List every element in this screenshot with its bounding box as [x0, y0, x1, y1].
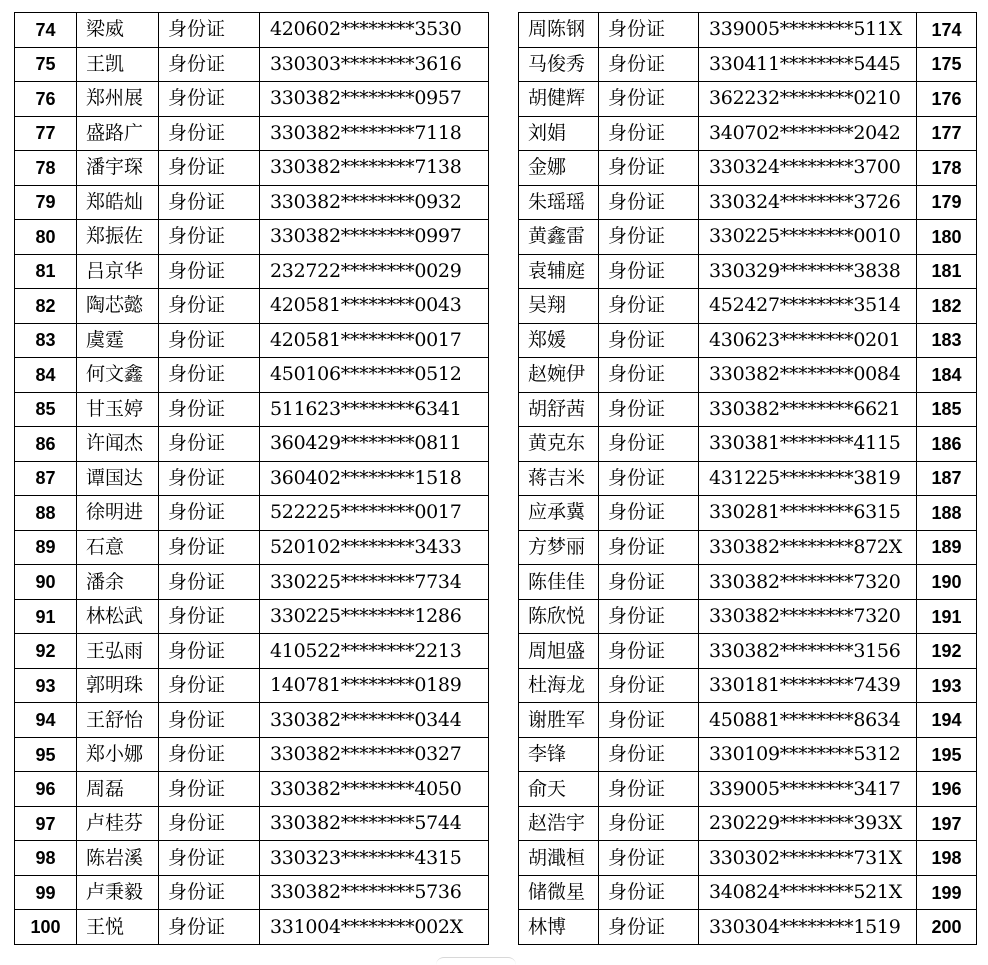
id-number-cell-right: 330302********731X — [699, 841, 917, 876]
table-row — [15, 220, 977, 255]
table-row — [15, 47, 977, 82]
id-type-cell-left: 身份证 — [159, 565, 260, 600]
table-row — [15, 910, 977, 945]
name-cell-left: 盛路广 — [77, 116, 159, 151]
id-number-cell-left: 522225********0017 — [260, 496, 489, 531]
name-cell-right: 胡健辉 — [519, 82, 599, 117]
name-cell-left: 郑小娜 — [77, 737, 159, 772]
table-row — [15, 358, 977, 393]
id-type-cell-left: 身份证 — [159, 47, 260, 82]
id-type-cell-left: 身份证 — [159, 737, 260, 772]
column-gap — [489, 841, 519, 876]
table-row — [15, 185, 977, 220]
id-number-cell-left: 330382********5736 — [260, 875, 489, 910]
id-type-cell-left: 身份证 — [159, 910, 260, 945]
column-gap — [489, 530, 519, 565]
id-number-cell-left: 330225********1286 — [260, 599, 489, 634]
row-number-left: 81 — [15, 254, 77, 289]
row-number-left: 91 — [15, 599, 77, 634]
table-row — [15, 496, 977, 531]
id-type-cell-right: 身份证 — [599, 599, 699, 634]
name-cell-right: 应承冀 — [519, 496, 599, 531]
id-type-cell-left: 身份证 — [159, 323, 260, 358]
id-number-cell-left: 330382********0997 — [260, 220, 489, 255]
row-number-right: 188 — [917, 496, 977, 531]
column-gap — [489, 875, 519, 910]
id-number-cell-right: 431225********3819 — [699, 461, 917, 496]
id-number-cell-left: 420581********0043 — [260, 289, 489, 324]
row-number-right: 198 — [917, 841, 977, 876]
name-cell-right: 袁辅庭 — [519, 254, 599, 289]
column-gap — [489, 910, 519, 945]
id-type-cell-right: 身份证 — [599, 220, 699, 255]
column-gap — [489, 47, 519, 82]
id-number-cell-left: 330382********0932 — [260, 185, 489, 220]
row-number-right: 190 — [917, 565, 977, 600]
row-number-left: 84 — [15, 358, 77, 393]
table-body — [15, 13, 977, 945]
row-number-left: 88 — [15, 496, 77, 531]
name-cell-right: 蒋吉米 — [519, 461, 599, 496]
name-cell-left: 周磊 — [77, 772, 159, 807]
id-type-cell-left: 身份证 — [159, 875, 260, 910]
id-number-cell-left: 330382********7118 — [260, 116, 489, 151]
name-cell-right: 方梦丽 — [519, 530, 599, 565]
table-row — [15, 116, 977, 151]
row-number-right: 197 — [917, 806, 977, 841]
id-number-cell-left: 232722********0029 — [260, 254, 489, 289]
id-type-cell-left: 身份证 — [159, 427, 260, 462]
row-number-left: 86 — [15, 427, 77, 462]
name-cell-left: 林松武 — [77, 599, 159, 634]
name-cell-left: 陈岩溪 — [77, 841, 159, 876]
row-number-right: 196 — [917, 772, 977, 807]
row-number-left: 76 — [15, 82, 77, 117]
column-gap — [489, 254, 519, 289]
table-row — [15, 703, 977, 738]
registration-table — [14, 12, 977, 945]
id-number-cell-left: 140781********0189 — [260, 668, 489, 703]
id-number-cell-left: 360402********1518 — [260, 461, 489, 496]
column-gap — [489, 772, 519, 807]
row-number-right: 182 — [917, 289, 977, 324]
table-row — [15, 82, 977, 117]
name-cell-left: 何文鑫 — [77, 358, 159, 393]
column-gap — [489, 289, 519, 324]
column-gap — [489, 703, 519, 738]
id-number-cell-right: 452427********3514 — [699, 289, 917, 324]
row-number-left: 74 — [15, 13, 77, 48]
id-number-cell-right: 339005********3417 — [699, 772, 917, 807]
id-number-cell-right: 340824********521X — [699, 875, 917, 910]
id-type-cell-right: 身份证 — [599, 82, 699, 117]
id-number-cell-left: 450106********0512 — [260, 358, 489, 393]
row-number-left: 98 — [15, 841, 77, 876]
id-number-cell-right: 230229********393X — [699, 806, 917, 841]
name-cell-right: 金娜 — [519, 151, 599, 186]
row-number-left: 79 — [15, 185, 77, 220]
name-cell-left: 郑皓灿 — [77, 185, 159, 220]
id-type-cell-left: 身份证 — [159, 82, 260, 117]
row-number-left: 95 — [15, 737, 77, 772]
row-number-left: 100 — [15, 910, 77, 945]
row-number-right: 195 — [917, 737, 977, 772]
id-type-cell-right: 身份证 — [599, 254, 699, 289]
id-type-cell-right: 身份证 — [599, 427, 699, 462]
id-type-cell-right: 身份证 — [599, 289, 699, 324]
id-type-cell-right: 身份证 — [599, 565, 699, 600]
id-type-cell-left: 身份证 — [159, 151, 260, 186]
name-cell-right: 郑媛 — [519, 323, 599, 358]
name-cell-right: 黄克东 — [519, 427, 599, 462]
row-number-right: 192 — [917, 634, 977, 669]
id-type-cell-right: 身份证 — [599, 737, 699, 772]
id-type-cell-left: 身份证 — [159, 358, 260, 393]
id-type-cell-right: 身份证 — [599, 703, 699, 738]
row-number-left: 82 — [15, 289, 77, 324]
row-number-left: 92 — [15, 634, 77, 669]
id-number-cell-right: 330382********7320 — [699, 565, 917, 600]
id-number-cell-left: 360429********0811 — [260, 427, 489, 462]
column-gap — [489, 82, 519, 117]
name-cell-left: 吕京华 — [77, 254, 159, 289]
name-cell-right: 马俊秀 — [519, 47, 599, 82]
table-row — [15, 427, 977, 462]
row-number-right: 199 — [917, 875, 977, 910]
row-number-right: 183 — [917, 323, 977, 358]
id-number-cell-right: 330181********7439 — [699, 668, 917, 703]
id-type-cell-left: 身份证 — [159, 461, 260, 496]
row-number-left: 90 — [15, 565, 77, 600]
name-cell-right: 林博 — [519, 910, 599, 945]
row-number-right: 191 — [917, 599, 977, 634]
row-number-left: 83 — [15, 323, 77, 358]
id-type-cell-left: 身份证 — [159, 185, 260, 220]
column-gap — [489, 806, 519, 841]
row-number-left: 85 — [15, 392, 77, 427]
row-number-right: 177 — [917, 116, 977, 151]
table-row — [15, 13, 977, 48]
row-number-right: 193 — [917, 668, 977, 703]
id-type-cell-right: 身份证 — [599, 185, 699, 220]
table-row — [15, 530, 977, 565]
id-type-cell-right: 身份证 — [599, 668, 699, 703]
id-type-cell-right: 身份证 — [599, 772, 699, 807]
id-number-cell-left: 420602********3530 — [260, 13, 489, 48]
column-gap — [489, 151, 519, 186]
row-number-right: 184 — [917, 358, 977, 393]
id-number-cell-right: 362232********0210 — [699, 82, 917, 117]
id-number-cell-left: 330323********4315 — [260, 841, 489, 876]
table-row — [15, 668, 977, 703]
name-cell-left: 潘宇琛 — [77, 151, 159, 186]
id-type-cell-right: 身份证 — [599, 634, 699, 669]
id-number-cell-left: 330382********5744 — [260, 806, 489, 841]
row-number-right: 181 — [917, 254, 977, 289]
table-row — [15, 737, 977, 772]
id-number-cell-right: 330381********4115 — [699, 427, 917, 462]
column-gap — [489, 565, 519, 600]
id-number-cell-left: 331004********002X — [260, 910, 489, 945]
id-number-cell-left: 420581********0017 — [260, 323, 489, 358]
table-row — [15, 841, 977, 876]
id-type-cell-left: 身份证 — [159, 13, 260, 48]
id-number-cell-left: 520102********3433 — [260, 530, 489, 565]
name-cell-right: 周陈钢 — [519, 13, 599, 48]
name-cell-right: 胡濈桓 — [519, 841, 599, 876]
name-cell-right: 刘娟 — [519, 116, 599, 151]
name-cell-right: 黄鑫雷 — [519, 220, 599, 255]
column-gap — [489, 496, 519, 531]
id-type-cell-left: 身份证 — [159, 841, 260, 876]
id-number-cell-right: 450881********8634 — [699, 703, 917, 738]
table-row — [15, 254, 977, 289]
table-row — [15, 599, 977, 634]
table-row — [15, 772, 977, 807]
id-type-cell-right: 身份证 — [599, 358, 699, 393]
id-number-cell-left: 330382********0327 — [260, 737, 489, 772]
row-number-left: 97 — [15, 806, 77, 841]
name-cell-left: 虞霆 — [77, 323, 159, 358]
name-cell-right: 陈欣悦 — [519, 599, 599, 634]
name-cell-left: 王弘雨 — [77, 634, 159, 669]
id-number-cell-right: 330382********0084 — [699, 358, 917, 393]
row-number-right: 179 — [917, 185, 977, 220]
name-cell-right: 杜海龙 — [519, 668, 599, 703]
row-number-left: 93 — [15, 668, 77, 703]
id-type-cell-left: 身份证 — [159, 634, 260, 669]
id-type-cell-left: 身份证 — [159, 530, 260, 565]
id-number-cell-left: 330382********7138 — [260, 151, 489, 186]
name-cell-left: 郑振佐 — [77, 220, 159, 255]
row-number-left: 87 — [15, 461, 77, 496]
name-cell-left: 郑州展 — [77, 82, 159, 117]
name-cell-right: 赵浩宇 — [519, 806, 599, 841]
row-number-right: 187 — [917, 461, 977, 496]
id-type-cell-left: 身份证 — [159, 806, 260, 841]
row-number-right: 175 — [917, 47, 977, 82]
row-number-right: 189 — [917, 530, 977, 565]
row-number-left: 78 — [15, 151, 77, 186]
name-cell-left: 潘余 — [77, 565, 159, 600]
name-cell-right: 赵婉伊 — [519, 358, 599, 393]
id-number-cell-right: 330324********3700 — [699, 151, 917, 186]
table-row — [15, 461, 977, 496]
column-gap — [489, 358, 519, 393]
column-gap — [489, 220, 519, 255]
id-number-cell-right: 330382********6621 — [699, 392, 917, 427]
id-type-cell-right: 身份证 — [599, 910, 699, 945]
column-gap — [489, 13, 519, 48]
id-type-cell-left: 身份证 — [159, 289, 260, 324]
row-number-left: 75 — [15, 47, 77, 82]
id-type-cell-right: 身份证 — [599, 875, 699, 910]
row-number-left: 94 — [15, 703, 77, 738]
id-type-cell-right: 身份证 — [599, 461, 699, 496]
id-type-cell-left: 身份证 — [159, 254, 260, 289]
column-gap — [489, 392, 519, 427]
table-row — [15, 875, 977, 910]
name-cell-right: 李锋 — [519, 737, 599, 772]
name-cell-right: 储微星 — [519, 875, 599, 910]
table-row — [15, 151, 977, 186]
column-gap — [489, 634, 519, 669]
name-cell-right: 陈佳佳 — [519, 565, 599, 600]
table-row — [15, 289, 977, 324]
id-number-cell-right: 330329********3838 — [699, 254, 917, 289]
id-number-cell-right: 339005********511X — [699, 13, 917, 48]
table-row — [15, 392, 977, 427]
id-type-cell-left: 身份证 — [159, 599, 260, 634]
id-number-cell-right: 330324********3726 — [699, 185, 917, 220]
id-type-cell-right: 身份证 — [599, 496, 699, 531]
id-type-cell-right: 身份证 — [599, 530, 699, 565]
column-gap — [489, 668, 519, 703]
column-gap — [489, 461, 519, 496]
name-cell-right: 朱瑶瑶 — [519, 185, 599, 220]
id-type-cell-right: 身份证 — [599, 116, 699, 151]
name-cell-right: 吴翔 — [519, 289, 599, 324]
id-number-cell-left: 330382********0344 — [260, 703, 489, 738]
table-row — [15, 323, 977, 358]
id-type-cell-left: 身份证 — [159, 703, 260, 738]
id-type-cell-left: 身份证 — [159, 220, 260, 255]
id-number-cell-right: 340702********2042 — [699, 116, 917, 151]
id-type-cell-left: 身份证 — [159, 392, 260, 427]
id-number-cell-right: 330382********872X — [699, 530, 917, 565]
id-number-cell-right: 330225********0010 — [699, 220, 917, 255]
row-number-right: 174 — [917, 13, 977, 48]
id-number-cell-left: 511623********6341 — [260, 392, 489, 427]
row-number-right: 186 — [917, 427, 977, 462]
row-number-left: 99 — [15, 875, 77, 910]
name-cell-right: 周旭盛 — [519, 634, 599, 669]
id-type-cell-right: 身份证 — [599, 806, 699, 841]
row-number-left: 77 — [15, 116, 77, 151]
id-number-cell-left: 330303********3616 — [260, 47, 489, 82]
id-number-cell-right: 330281********6315 — [699, 496, 917, 531]
name-cell-left: 郭明珠 — [77, 668, 159, 703]
name-cell-left: 石意 — [77, 530, 159, 565]
id-number-cell-left: 410522********2213 — [260, 634, 489, 669]
row-number-right: 194 — [917, 703, 977, 738]
id-number-cell-right: 330411********5445 — [699, 47, 917, 82]
column-gap — [489, 427, 519, 462]
name-cell-left: 王舒怡 — [77, 703, 159, 738]
id-type-cell-right: 身份证 — [599, 13, 699, 48]
id-type-cell-left: 身份证 — [159, 772, 260, 807]
name-cell-right: 胡舒茜 — [519, 392, 599, 427]
name-cell-right: 俞天 — [519, 772, 599, 807]
name-cell-left: 梁威 — [77, 13, 159, 48]
name-cell-left: 王凯 — [77, 47, 159, 82]
name-cell-left: 王悦 — [77, 910, 159, 945]
row-number-left: 80 — [15, 220, 77, 255]
id-number-cell-left: 330382********0957 — [260, 82, 489, 117]
name-cell-left: 甘玉婷 — [77, 392, 159, 427]
name-cell-left: 许闻杰 — [77, 427, 159, 462]
id-number-cell-right: 330382********7320 — [699, 599, 917, 634]
row-number-right: 176 — [917, 82, 977, 117]
id-type-cell-right: 身份证 — [599, 841, 699, 876]
id-number-cell-right: 330304********1519 — [699, 910, 917, 945]
row-number-left: 89 — [15, 530, 77, 565]
table-row — [15, 634, 977, 669]
row-number-left: 96 — [15, 772, 77, 807]
column-gap — [489, 116, 519, 151]
table-row — [15, 565, 977, 600]
column-gap — [489, 185, 519, 220]
id-type-cell-right: 身份证 — [599, 392, 699, 427]
name-cell-right: 谢胜军 — [519, 703, 599, 738]
column-gap — [489, 599, 519, 634]
id-number-cell-right: 330109********5312 — [699, 737, 917, 772]
column-gap — [489, 323, 519, 358]
id-number-cell-left: 330382********4050 — [260, 772, 489, 807]
name-cell-left: 卢桂芬 — [77, 806, 159, 841]
name-cell-left: 谭国达 — [77, 461, 159, 496]
name-cell-left: 陶芯懿 — [77, 289, 159, 324]
row-number-right: 185 — [917, 392, 977, 427]
id-type-cell-right: 身份证 — [599, 323, 699, 358]
id-number-cell-right: 330382********3156 — [699, 634, 917, 669]
id-type-cell-left: 身份证 — [159, 668, 260, 703]
name-cell-left: 徐明进 — [77, 496, 159, 531]
column-gap — [489, 737, 519, 772]
row-number-right: 200 — [917, 910, 977, 945]
row-number-right: 180 — [917, 220, 977, 255]
table-row — [15, 806, 977, 841]
id-type-cell-left: 身份证 — [159, 116, 260, 151]
id-number-cell-right: 430623********0201 — [699, 323, 917, 358]
id-type-cell-right: 身份证 — [599, 47, 699, 82]
id-number-cell-left: 330225********7734 — [260, 565, 489, 600]
name-cell-left: 卢秉毅 — [77, 875, 159, 910]
id-type-cell-left: 身份证 — [159, 496, 260, 531]
row-number-right: 178 — [917, 151, 977, 186]
id-type-cell-right: 身份证 — [599, 151, 699, 186]
